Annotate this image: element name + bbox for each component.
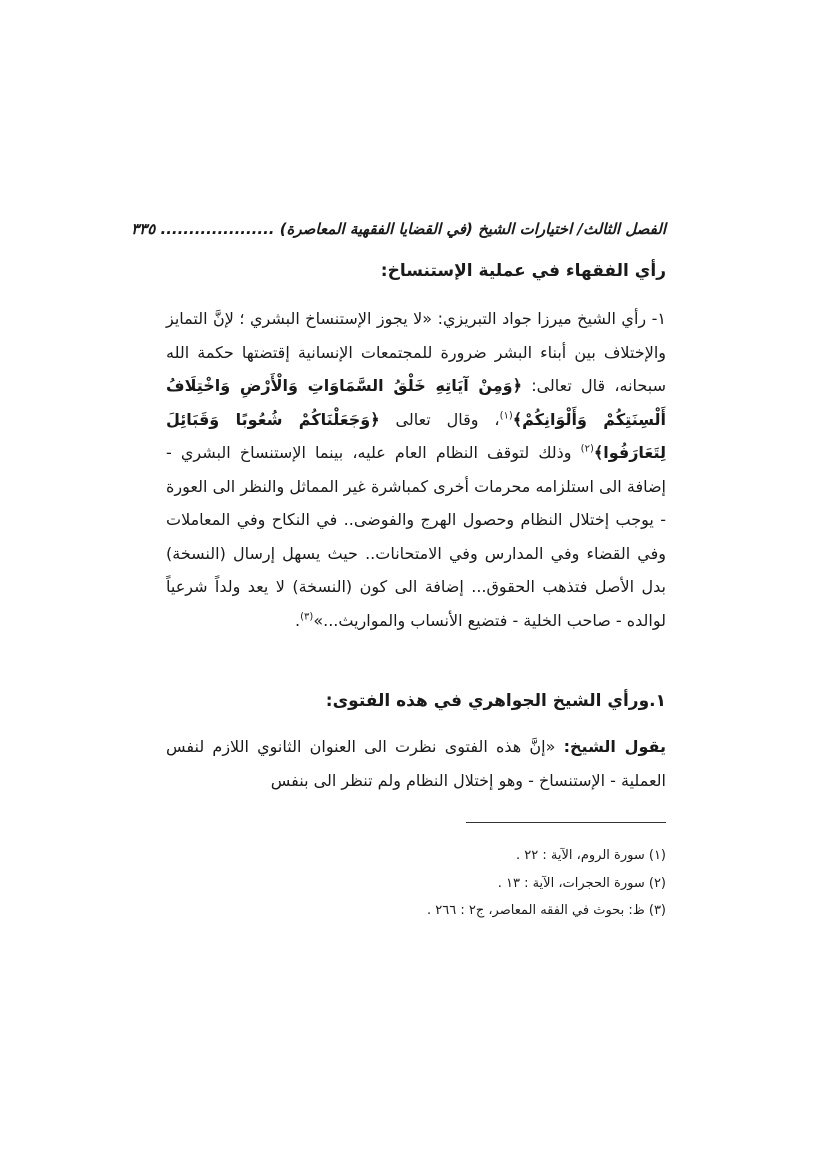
footnote-item: (١) سورة الروم، الآية : ٢٢ . [516, 848, 666, 863]
quran-verse: ﴿وَجَعَلْنَاكُمْ شُعُوبًا وَقَبَائِلَ لِتَعَارَفُوا﴾ [166, 409, 666, 462]
footnote-ref[interactable]: (٣) [300, 611, 314, 623]
footnote-ref[interactable]: (١) [499, 410, 513, 422]
paragraph-text: وذلك لتوقف النظام العام عليه، بينما الإستنساخ البشري - إضافة الى استلزامه محرمات أخرى كمباشرة غير المماثل والنظر الى العورة - يوجب إختلال النظام وحصول الهرج والفوضى.. في النكاح وفي المعاملات وفي القضاء وفي المدارس وفي الامتحانات.. حيث يسهل إرسال (النسخة) بدل الأصل فتذهب الحقوق... إضافة الى كون (النسخة) لا يعد ولداً شرعياً لوالده - صاحب الخلية - فتضيع الأنساب والمواريث...» [166, 443, 666, 630]
quran-verse: ﴿وَمِنْ آيَاتِهِ خَلْقُ السَّمَاوَاتِ وَالْأَرْضِ وَاخْتِلَافُ أَلْسِنَتِكُمْ وَأَلْوَانِكُمْ﴾ [166, 376, 666, 429]
footnote-item: (٣) ظ: بحوث في الفقه المعاصر، ج٢ : ٢٦٦ . [426, 903, 666, 918]
paragraph-text: «إنَّ هذه الفتوى نظرت الى العنوان الثانوي اللازم لنفس العملية - الإستنساخ - وهو إختلال النظام ولم تنظر الى بنفس [166, 737, 666, 790]
paragraph-text: ١- رأي الشيخ ميرزا جواد التبريزي: «لا يجوز الإستنساخ البشري ؛ لإنَّ التمايز والإختلاف بين أبناء البشر ضرورة للمجتمعات الإنسانية إقتضتها حكمة الله سبحانه، قال تعالى: [166, 309, 666, 395]
paragraph-text: . [295, 610, 301, 630]
paragraph-text: ، وقال تعالى [379, 409, 500, 429]
footnote-ref[interactable]: (٢) [580, 443, 594, 455]
footnote-item: (٢) سورة الحجرات، الآية : ١٣ . [497, 875, 666, 891]
body-paragraph [166, 302, 666, 637]
running-header: الفصل الثالث/ اختيارات الشيخ (في القضايا الفقهية المعاصرة) .................... ٣٣٥ [131, 220, 666, 238]
footnotes [166, 842, 666, 925]
footnote-divider [466, 822, 666, 823]
section-heading: رأي الفقهاء في عملية الإستنساخ: [380, 261, 666, 281]
body-paragraph [166, 730, 666, 797]
section-heading: ١.ورأي الشيخ الجواهري في هذه الفتوى: [325, 691, 666, 711]
paragraph-lead: يقول الشيخ: [563, 737, 666, 756]
